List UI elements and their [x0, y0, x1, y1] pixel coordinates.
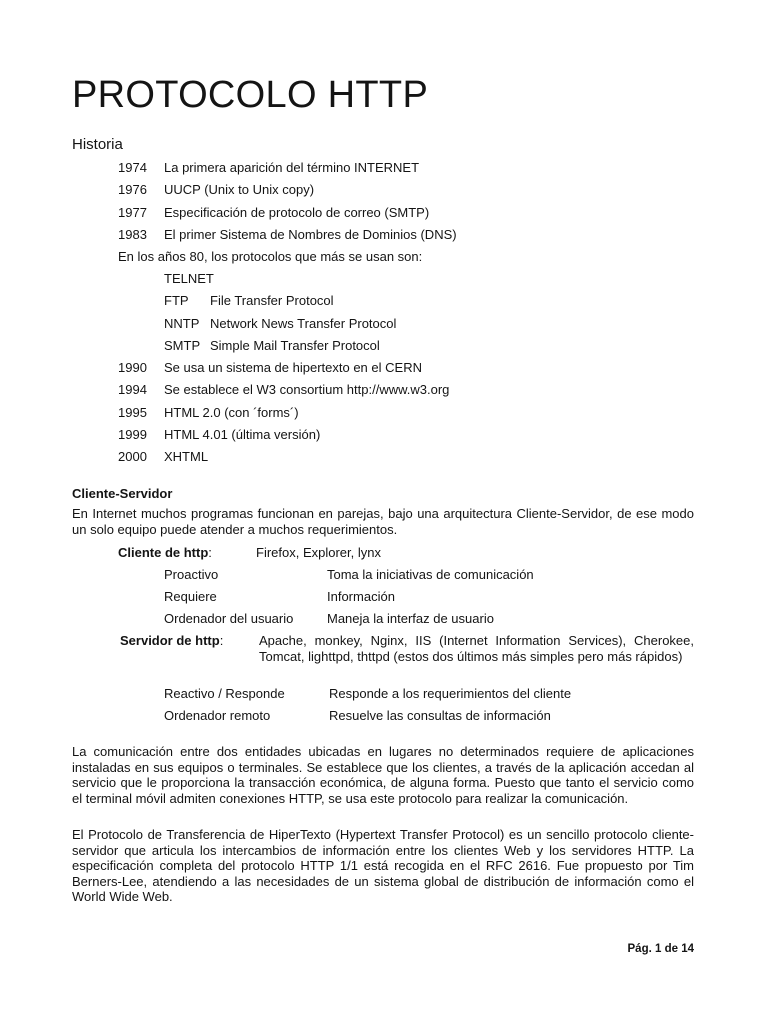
- servidor-row-value: Responde a los requerimientos del cliente: [329, 686, 572, 701]
- protocol-desc: File Transfer Protocol: [210, 293, 334, 308]
- cliente-value: Firefox, Explorer, lynx: [256, 545, 381, 560]
- servidor-label-row: [120, 632, 223, 650]
- page-number: Pág. 1 de 14: [627, 943, 694, 955]
- cliente-row-key: Proactivo: [164, 567, 219, 582]
- event-year: 1983: [118, 227, 147, 242]
- protocol-name: SMTP: [164, 338, 201, 353]
- protocol-name: NNTP: [164, 316, 200, 331]
- event-year: 1999: [118, 427, 147, 442]
- cliente-row-value: Maneja la interfaz de usuario: [327, 611, 494, 626]
- event-year: 2000: [118, 449, 147, 464]
- cliente-label: Cliente de http: [118, 545, 209, 560]
- cliente-servidor-intro: En Internet muchos programas funcionan en parejas, bajo una arquitectura Cliente-Servidor, de ese modo un solo equipo puede atender a muchos requerimientos.: [72, 506, 694, 537]
- cliente-row-key: Ordenador del usuario: [164, 611, 294, 626]
- cliente-row-key: Requiere: [164, 589, 217, 604]
- event-year: 1974: [118, 160, 147, 175]
- servidor-row-key: Ordenador remoto: [164, 708, 271, 723]
- event-year: 1977: [118, 205, 147, 220]
- cliente-label-colon: :: [208, 545, 212, 560]
- event-text: UUCP (Unix to Unix copy): [164, 182, 315, 197]
- cliente-servidor-heading: Cliente-Servidor: [72, 486, 173, 501]
- servidor-label: Servidor de http: [120, 633, 220, 648]
- historia-heading: Historia: [72, 136, 123, 153]
- protocol-desc: Simple Mail Transfer Protocol: [210, 338, 380, 353]
- servidor-label-colon: :: [219, 633, 224, 648]
- page-title: PROTOCOLO HTTP: [72, 74, 429, 116]
- event-text: Se establece el W3 consortium http://www.w3.org: [164, 382, 450, 397]
- event-text: El primer Sistema de Nombres de Dominios (DNS): [164, 227, 457, 242]
- protocol-name: FTP: [164, 293, 189, 308]
- event-year: 1994: [118, 382, 147, 397]
- event-text: Se usa un sistema de hipertexto en el CERN: [164, 360, 422, 375]
- paragraph-protocolo-http: El Protocolo de Transferencia de HiperTexto (Hypertext Transfer Protocol) es un sencillo protocolo cliente-servidor que articula los intercambios de información entre los clientes Web y los servidores HTTP. La especificación completa del protocolo HTTP 1/1 está recogida en el RFC 2616. Fue propuesto por Tim Berners-Lee, atendiendo a las necesidades de un sistema global de distribución de información como el World Wide Web.: [72, 827, 694, 905]
- event-year: 1990: [118, 360, 147, 375]
- event-text: XHTML: [164, 449, 209, 464]
- cliente-row-value: Información: [327, 589, 395, 604]
- event-text: Especificación de protocolo de correo (SMTP): [164, 205, 430, 220]
- event-year: 1995: [118, 405, 147, 420]
- paragraph-comunicacion: La comunicación entre dos entidades ubicadas en lugares no determinados requiere de aplicaciones instaladas en sus equipos o terminales. Se establece que los clientes, a través de la aplicación accedan al servicio que le proporciona la transacción económica, de alguna forma. Puesto que tanto el servicio como el terminal móvil admiten conexiones HTTP, se usa este protocolo para realizar la comunicación.: [72, 744, 694, 806]
- event-text: HTML 2.0 (con ´forms´): [164, 405, 299, 420]
- cliente-label-row: [118, 544, 212, 562]
- protocols-intro: En los años 80, los protocolos que más se usan son:: [118, 249, 423, 264]
- servidor-value: Apache, monkey, Nginx, IIS (Internet Information Services), Cherokee, Tomcat, lighttpd, thttpd (estos dos últimos más simples pero más rápidos): [259, 633, 694, 664]
- event-year: 1976: [118, 182, 147, 197]
- servidor-row-key: Reactivo / Responde: [164, 686, 285, 701]
- event-text: La primera aparición del término INTERNET: [164, 160, 420, 175]
- event-text: HTML 4.01 (última versión): [164, 427, 321, 442]
- protocol-name: TELNET: [164, 271, 214, 286]
- cliente-row-value: Toma la iniciativas de comunicación: [327, 567, 534, 582]
- protocol-desc: Network News Transfer Protocol: [210, 316, 397, 331]
- servidor-row-value: Resuelve las consultas de información: [329, 708, 551, 723]
